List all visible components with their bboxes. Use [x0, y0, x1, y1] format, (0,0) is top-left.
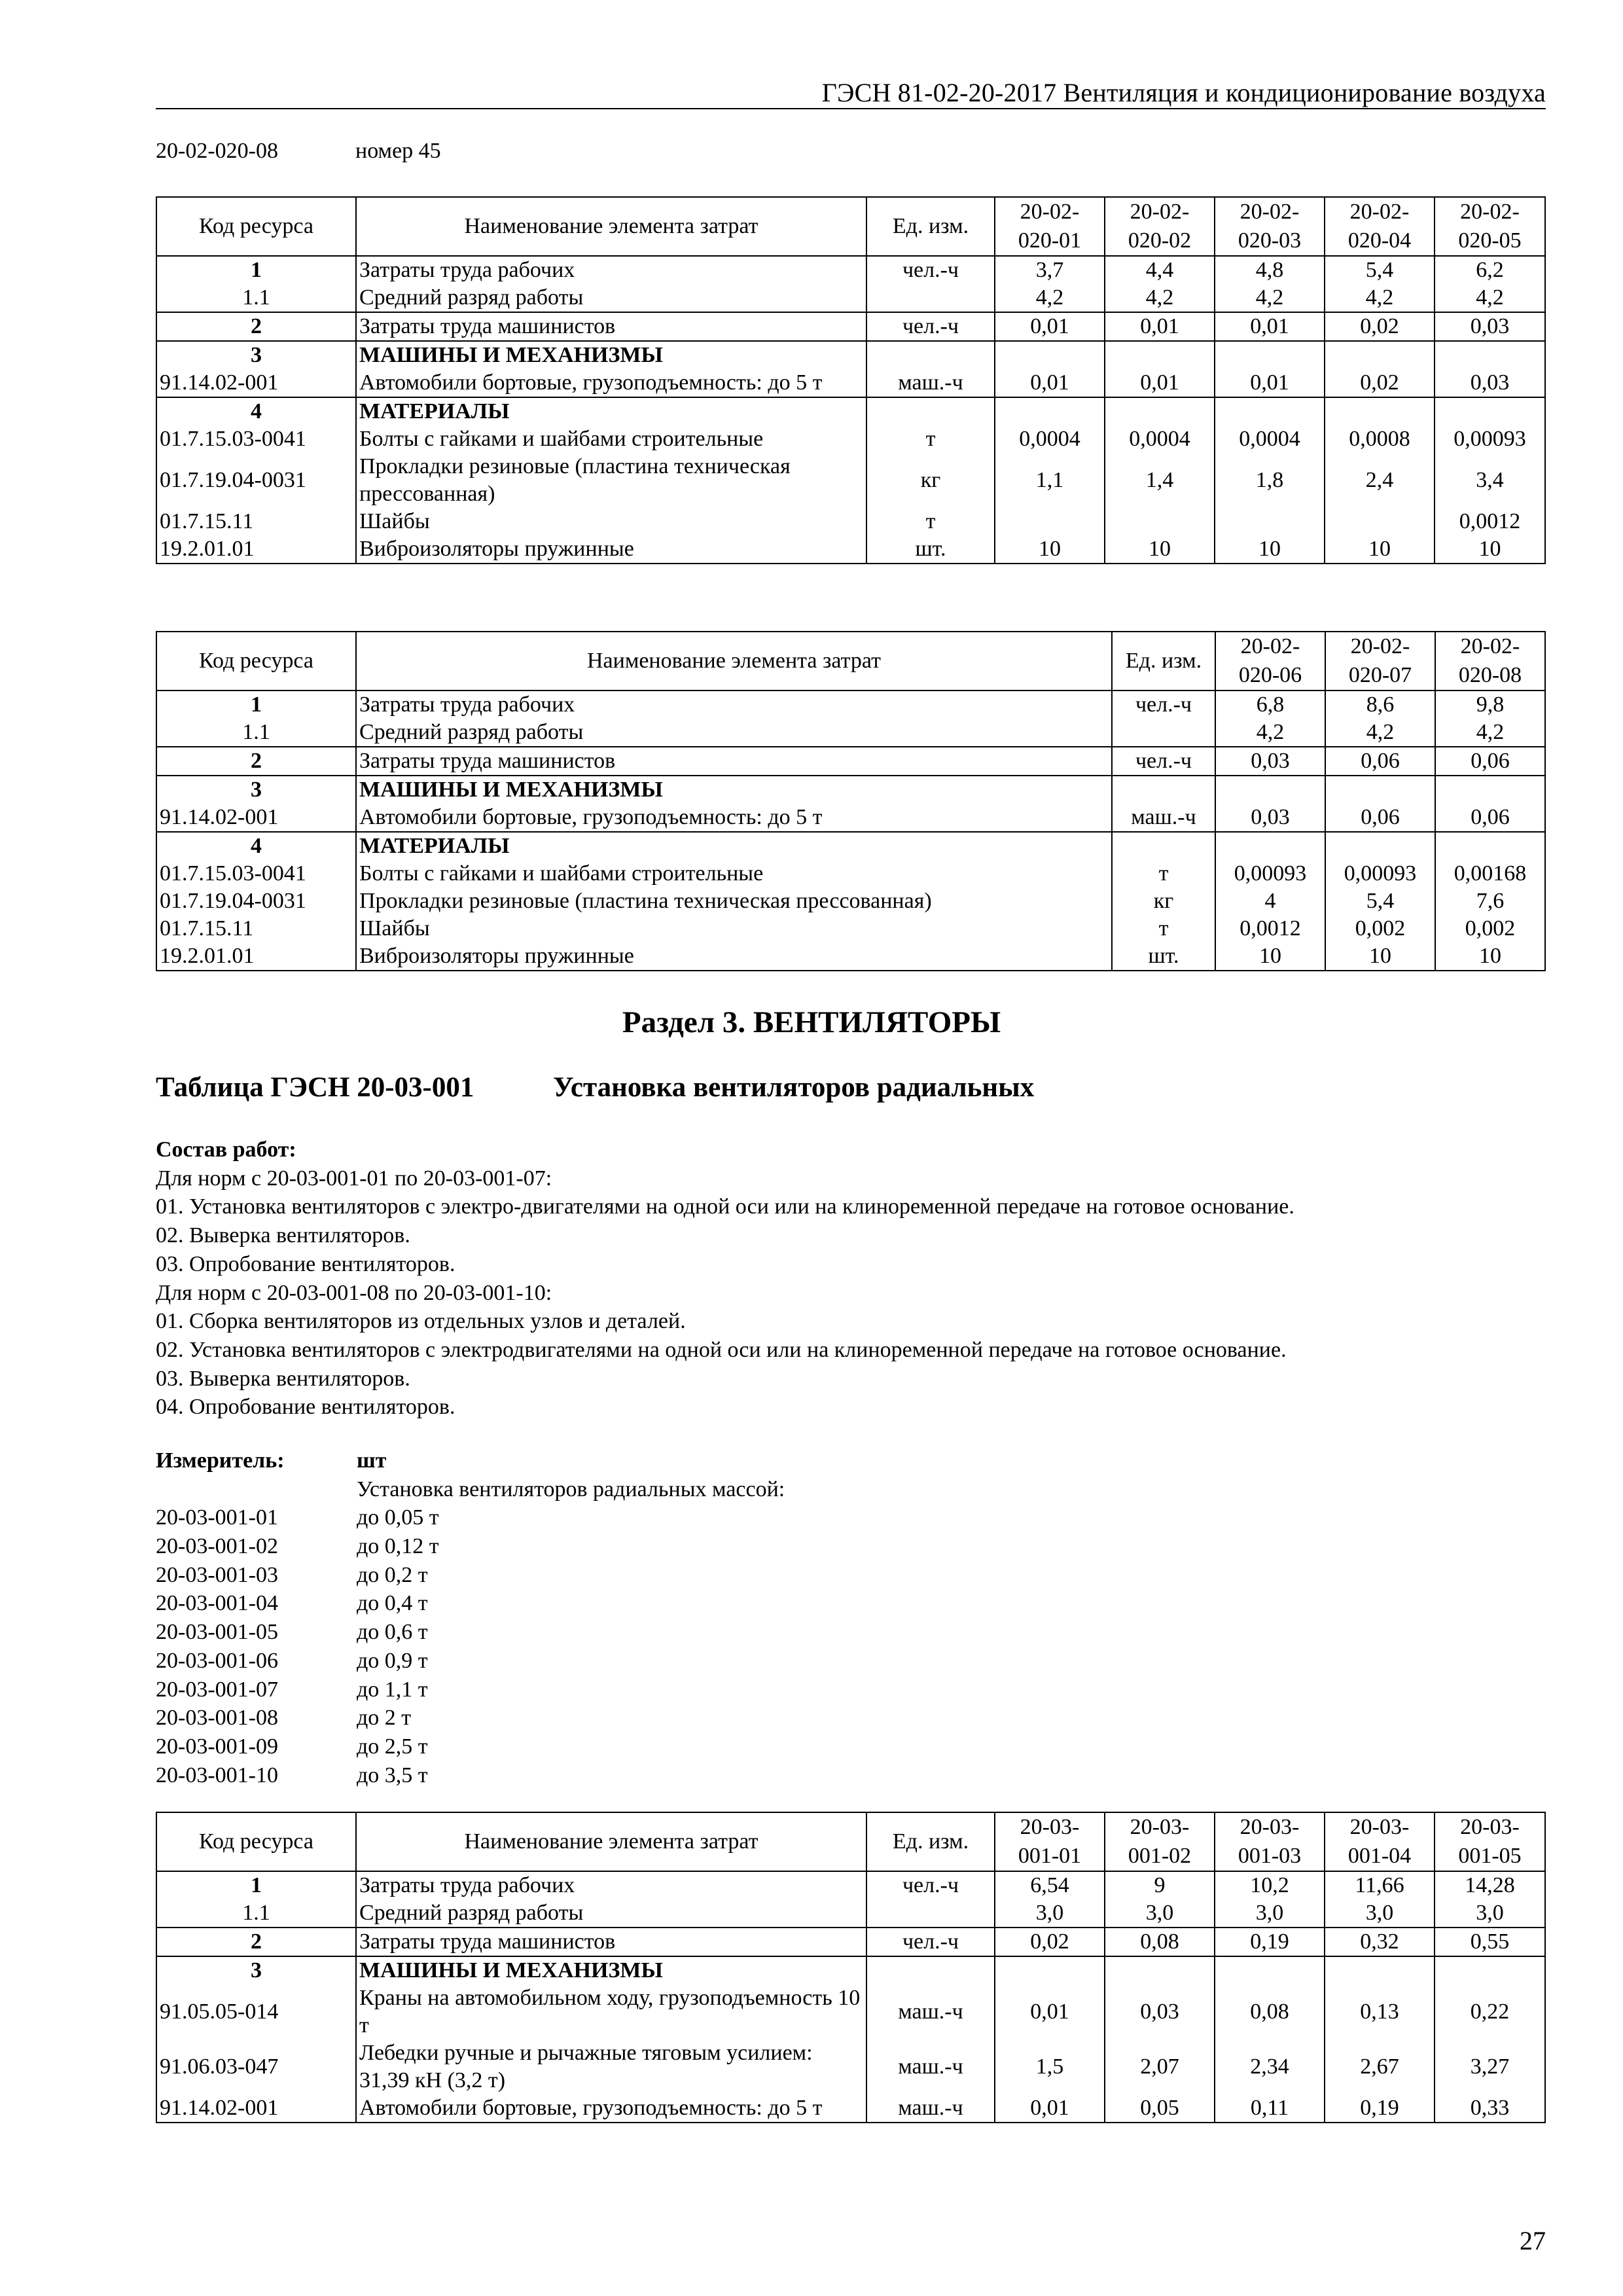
cost-element-name-cell: Лебедки ручные и рычажные тяговым усилием: 31,39 кН (3,2 т)	[356, 2039, 866, 2094]
meter-item-text: до 0,4 т	[357, 1591, 428, 1616]
cost-element-name-cell: Средний разряд работы	[356, 1899, 866, 1928]
cost-element-name-cell: Затраты труда машинистов	[356, 1928, 866, 1956]
resource-code-cell: 01.7.15.11	[156, 915, 356, 942]
cost-element-name-cell: МАТЕРИАЛЫ	[356, 832, 1112, 860]
resource-code-cell: 4	[156, 832, 356, 860]
unit-cell: маш.-ч	[866, 369, 995, 397]
column-header: Ед. изм.	[1112, 632, 1215, 691]
meter-item-code: 20-03-001-10	[156, 1763, 278, 1787]
norm-value-cell: 3,27	[1435, 2039, 1545, 2094]
norm-value-cell: 9,8	[1435, 691, 1545, 719]
norm-value-cell: 0,0012	[1435, 508, 1545, 535]
table-row	[156, 453, 1545, 508]
norm-value-cell: 3,4	[1435, 453, 1545, 508]
norm-value-cell: 10,2	[1215, 1871, 1325, 1899]
column-header: 20-03- 001-03	[1215, 1812, 1325, 1871]
norm-value-cell: 4,2	[1105, 284, 1215, 312]
meter-item-text: до 0,9 т	[357, 1648, 428, 1673]
norm-value-cell: 0,00093	[1435, 425, 1545, 453]
work-step-line: Для норм с 20-03-001-08 по 20-03-001-10:	[156, 1280, 552, 1305]
norm-value-cell: 0,32	[1325, 1928, 1435, 1956]
cost-element-name-cell: Болты с гайками и шайбами строительные	[356, 425, 866, 453]
column-header: Наименование элемента затрат	[356, 632, 1112, 691]
norm-value-cell: 3,7	[995, 256, 1105, 284]
norm-value-cell: 0,13	[1325, 1984, 1435, 2039]
resource-code-cell: 3	[156, 1956, 356, 1984]
table-row	[156, 1899, 1545, 1928]
unit-cell: т	[866, 425, 995, 453]
table-header-row	[156, 197, 1545, 256]
norm-value-cell	[1325, 776, 1435, 804]
resource-code-cell: 1.1	[156, 284, 356, 312]
norm-value-cell: 0,01	[995, 312, 1105, 341]
cost-element-name-cell: Затраты труда машинистов	[356, 312, 866, 341]
table-row	[156, 747, 1545, 776]
resource-code-cell: 1	[156, 691, 356, 719]
cost-element-name-cell: Прокладки резиновые (пластина техническая прессованная)	[356, 888, 1112, 915]
meter-item-code: 20-03-001-09	[156, 1734, 278, 1759]
unit-cell: шт.	[866, 535, 995, 564]
unit-cell: маш.-ч	[866, 1984, 995, 2039]
norm-value-cell: 0,01	[1215, 369, 1325, 397]
column-header: 20-02- 020-07	[1325, 632, 1435, 691]
norm-value-cell: 2,34	[1215, 2039, 1325, 2094]
resource-code-cell: 01.7.19.04-0031	[156, 453, 356, 508]
unit-cell	[1112, 832, 1215, 860]
meter-item-text: до 3,5 т	[357, 1763, 428, 1787]
table-row	[156, 535, 1545, 564]
work-step-line: 04. Опробование вентиляторов.	[156, 1395, 455, 1420]
norm-value-cell: 8,6	[1325, 691, 1435, 719]
norm-value-cell: 5,4	[1325, 888, 1435, 915]
column-header: Код ресурса	[156, 632, 356, 691]
norm-value-cell: 4,2	[1215, 719, 1325, 747]
unit-cell: маш.-ч	[1112, 804, 1215, 832]
norm-value-cell: 0,06	[1325, 747, 1435, 776]
unit-cell	[866, 1956, 995, 1984]
column-header: Код ресурса	[156, 197, 356, 256]
unit-cell: чел.-ч	[1112, 747, 1215, 776]
resource-code-cell: 2	[156, 1928, 356, 1956]
resource-code-cell: 01.7.15.11	[156, 508, 356, 535]
resource-code-cell: 91.06.03-047	[156, 2039, 356, 2094]
norm-value-cell: 0,22	[1435, 1984, 1545, 2039]
norm-value-cell	[1435, 397, 1545, 425]
norm-value-cell	[1325, 508, 1435, 535]
cost-element-name-cell: Виброизоляторы пружинные	[356, 535, 866, 564]
norm-value-cell: 3,0	[1325, 1899, 1435, 1928]
norm-value-cell: 1,4	[1105, 453, 1215, 508]
column-header: 20-03- 001-02	[1105, 1812, 1215, 1871]
norm-value-cell	[1325, 341, 1435, 369]
unit-cell: чел.-ч	[866, 1871, 995, 1899]
resource-code-cell: 1	[156, 1871, 356, 1899]
resource-code-cell: 91.14.02-001	[156, 369, 356, 397]
column-header: 20-02- 020-03	[1215, 197, 1325, 256]
resource-code-cell: 2	[156, 747, 356, 776]
code-line	[156, 139, 441, 164]
column-header: 20-02- 020-02	[1105, 197, 1215, 256]
unit-cell: маш.-ч	[866, 2094, 995, 2123]
norm-value-cell: 4,2	[995, 284, 1105, 312]
column-header: 20-02- 020-06	[1215, 632, 1325, 691]
norm-value-cell	[1435, 776, 1545, 804]
table-row	[156, 425, 1545, 453]
table-row	[156, 256, 1545, 284]
norm-value-cell: 0,01	[1105, 312, 1215, 341]
norm-value-cell: 0,19	[1215, 1928, 1325, 1956]
table-title-code: Таблица ГЭСН 20-03-001	[156, 1072, 474, 1103]
norm-value-cell: 4,2	[1435, 719, 1545, 747]
norm-value-cell: 1,5	[995, 2039, 1105, 2094]
header-rule	[156, 108, 1546, 109]
meter-item-text: до 2,5 т	[357, 1734, 428, 1759]
unit-cell: т	[866, 508, 995, 535]
unit-cell: чел.-ч	[1112, 691, 1215, 719]
table-row	[156, 691, 1545, 719]
column-header: 20-03- 001-01	[995, 1812, 1105, 1871]
cost-element-name-cell: Затраты труда машинистов	[356, 747, 1112, 776]
norm-value-cell: 0,06	[1435, 804, 1545, 832]
norm-value-cell: 3,0	[1435, 1899, 1545, 1928]
norm-value-cell: 0,01	[995, 2094, 1105, 2123]
unit-cell	[866, 284, 995, 312]
table-row	[156, 284, 1545, 312]
norm-value-cell: 0,08	[1105, 1928, 1215, 1956]
norm-value-cell: 1,1	[995, 453, 1105, 508]
column-header: Наименование элемента затрат	[356, 197, 866, 256]
norm-value-cell: 10	[1215, 535, 1325, 564]
meter-item-code: 20-03-001-08	[156, 1706, 278, 1731]
norm-value-cell: 7,6	[1435, 888, 1545, 915]
norm-value-cell: 0,02	[995, 1928, 1105, 1956]
table-row	[156, 1871, 1545, 1899]
resource-code-cell: 1	[156, 256, 356, 284]
norm-value-cell	[1215, 1956, 1325, 1984]
cost-element-name-cell: Прокладки резиновые (пластина техническая прессованная)	[356, 453, 866, 508]
norm-value-cell: 0,03	[1215, 747, 1325, 776]
norm-value-cell: 10	[1105, 535, 1215, 564]
resource-code-cell: 3	[156, 776, 356, 804]
norm-value-cell	[1215, 832, 1325, 860]
work-step-line: 03. Опробование вентиляторов.	[156, 1251, 455, 1276]
table-title	[156, 1071, 1035, 1103]
resource-code-cell: 91.14.02-001	[156, 804, 356, 832]
table-row	[156, 1984, 1545, 2039]
norm-value-cell: 0,06	[1325, 804, 1435, 832]
cost-element-name-cell: МАШИНЫ И МЕХАНИЗМЫ	[356, 776, 1112, 804]
norm-value-cell: 4	[1215, 888, 1325, 915]
norm-value-cell: 0,01	[995, 1984, 1105, 2039]
norm-value-cell: 0,00093	[1215, 860, 1325, 888]
cost-element-name-cell: Автомобили бортовые, грузоподъемность: до 5 т	[356, 2094, 866, 2123]
unit-cell	[866, 1899, 995, 1928]
norm-value-cell: 0,02	[1325, 369, 1435, 397]
cost-element-name-cell: Шайбы	[356, 508, 866, 535]
meter-item-text: до 0,6 т	[357, 1620, 428, 1645]
column-header: Код ресурса	[156, 1812, 356, 1871]
norm-value-cell: 0,03	[1215, 804, 1325, 832]
cost-element-name-cell: Средний разряд работы	[356, 719, 1112, 747]
norm-value-cell: 0,0012	[1215, 915, 1325, 942]
norm-value-cell: 5,4	[1325, 256, 1435, 284]
meter-label: Измеритель:	[156, 1448, 285, 1473]
resource-code-cell: 2	[156, 312, 356, 341]
norm-value-cell: 0,03	[1105, 1984, 1215, 2039]
norm-value-cell	[995, 341, 1105, 369]
norm-value-cell: 4,8	[1215, 256, 1325, 284]
resource-code-cell: 01.7.15.03-0041	[156, 860, 356, 888]
unit-cell: т	[1112, 915, 1215, 942]
cost-element-name-cell: Автомобили бортовые, грузоподъемность: до 5 т	[356, 804, 1112, 832]
norm-value-cell: 0,00093	[1325, 860, 1435, 888]
meter-item-code: 20-03-001-02	[156, 1534, 278, 1559]
table-row	[156, 1956, 1545, 1984]
norm-value-cell	[1105, 397, 1215, 425]
norm-value-cell: 0,05	[1105, 2094, 1215, 2123]
norm-value-cell: 3,0	[1215, 1899, 1325, 1928]
norm-value-cell: 2,4	[1325, 453, 1435, 508]
table-header-row	[156, 632, 1545, 691]
norm-value-cell: 4,2	[1215, 284, 1325, 312]
cost-element-name-cell: Затраты труда рабочих	[356, 256, 866, 284]
norm-value-cell	[995, 508, 1105, 535]
norm-value-cell: 0,01	[995, 369, 1105, 397]
norm-value-cell: 0,02	[1325, 312, 1435, 341]
norm-value-cell: 0,33	[1435, 2094, 1545, 2123]
cost-element-name-cell: Краны на автомобильном ходу, грузоподъемность 10 т	[356, 1984, 866, 2039]
table-row	[156, 804, 1545, 832]
meter-item-text: до 1,1 т	[357, 1677, 428, 1702]
resource-code-cell: 91.05.05-014	[156, 1984, 356, 2039]
unit-cell: маш.-ч	[866, 2039, 995, 2094]
norm-value-cell	[1325, 397, 1435, 425]
norm-value-cell: 0,06	[1435, 747, 1545, 776]
unit-cell: чел.-ч	[866, 312, 995, 341]
norm-value-cell: 0,01	[1215, 312, 1325, 341]
norm-value-cell	[1435, 832, 1545, 860]
table-row	[156, 341, 1545, 369]
cost-table-1	[156, 196, 1546, 564]
table-row	[156, 508, 1545, 535]
work-step-line: 02. Установка вентиляторов с электродвигателями на одной оси или на клиноременной передаче на готовое основание.	[156, 1337, 1287, 1362]
table-row	[156, 1928, 1545, 1956]
table-row	[156, 832, 1545, 860]
norm-value-cell: 3,0	[995, 1899, 1105, 1928]
document-header-title: ГЭСН 81-02-20-2017 Вентиляция и кондиционирование воздуха	[821, 78, 1546, 107]
cost-element-name-cell: МАТЕРИАЛЫ	[356, 397, 866, 425]
cost-table-3	[156, 1812, 1546, 2123]
work-step-line: 03. Выверка вентиляторов.	[156, 1366, 410, 1391]
norm-value-cell: 0,08	[1215, 1984, 1325, 2039]
code-line-text: номер 45	[355, 139, 441, 163]
cost-element-name-cell: МАШИНЫ И МЕХАНИЗМЫ	[356, 341, 866, 369]
norm-value-cell: 0,03	[1435, 312, 1545, 341]
meter-item-code: 20-03-001-05	[156, 1620, 278, 1645]
meter-item-code: 20-03-001-03	[156, 1562, 278, 1587]
table-row	[156, 776, 1545, 804]
cost-element-name-cell: МАШИНЫ И МЕХАНИЗМЫ	[356, 1956, 866, 1984]
column-header: 20-03- 001-04	[1325, 1812, 1435, 1871]
meter-intro: Установка вентиляторов радиальных массой:	[357, 1477, 785, 1501]
norm-value-cell: 1,8	[1215, 453, 1325, 508]
unit-cell: кг	[1112, 888, 1215, 915]
table-row	[156, 888, 1545, 915]
meter-item-text: до 0,2 т	[357, 1562, 428, 1587]
work-step-line: Для норм с 20-03-001-01 по 20-03-001-07:	[156, 1166, 552, 1191]
unit-cell	[1112, 776, 1215, 804]
norm-value-cell	[1435, 1956, 1545, 1984]
cost-element-name-cell: Автомобили бортовые, грузоподъемность: до 5 т	[356, 369, 866, 397]
norm-value-cell	[1325, 1956, 1435, 1984]
resource-code-cell: 1.1	[156, 719, 356, 747]
work-step-line: 02. Выверка вентиляторов.	[156, 1223, 410, 1248]
norm-value-cell: 0,03	[1435, 369, 1545, 397]
norm-value-cell: 0,002	[1325, 915, 1435, 942]
cost-element-name-cell: Виброизоляторы пружинные	[356, 942, 1112, 971]
column-header: Ед. изм.	[866, 1812, 995, 1871]
norm-value-cell: 2,67	[1325, 2039, 1435, 2094]
resource-code-cell: 1.1	[156, 1899, 356, 1928]
norm-value-cell: 2,07	[1105, 2039, 1215, 2094]
cost-element-name-cell: Болты с гайками и шайбами строительные	[356, 860, 1112, 888]
norm-value-cell: 11,66	[1325, 1871, 1435, 1899]
norm-value-cell	[1105, 1956, 1215, 1984]
norm-value-cell: 3,0	[1105, 1899, 1215, 1928]
section-title: Раздел 3. ВЕНТИЛЯТОРЫ	[622, 1005, 1001, 1039]
meter-item-code: 20-03-001-07	[156, 1677, 278, 1702]
meter-item-code: 20-03-001-01	[156, 1505, 278, 1530]
code-line-code: 20-02-020-08	[156, 139, 278, 163]
norm-value-cell: 0,0008	[1325, 425, 1435, 453]
table-row	[156, 719, 1545, 747]
cost-element-name-cell: Средний разряд работы	[356, 284, 866, 312]
norm-value-cell: 10	[995, 535, 1105, 564]
norm-value-cell	[995, 1956, 1105, 1984]
column-header: 20-02- 020-01	[995, 197, 1105, 256]
meter-item-code: 20-03-001-04	[156, 1591, 278, 1616]
norm-value-cell: 0,00168	[1435, 860, 1545, 888]
column-header: 20-02- 020-05	[1435, 197, 1545, 256]
table-row	[156, 2094, 1545, 2123]
norm-value-cell: 6,54	[995, 1871, 1105, 1899]
norm-value-cell: 10	[1215, 942, 1325, 971]
norm-value-cell: 0,55	[1435, 1928, 1545, 1956]
meter-item-text: до 2 т	[357, 1706, 412, 1731]
norm-value-cell: 14,28	[1435, 1871, 1545, 1899]
norm-value-cell	[1215, 776, 1325, 804]
norm-value-cell: 0,01	[1105, 369, 1215, 397]
norm-value-cell: 10	[1435, 942, 1545, 971]
norm-value-cell	[1105, 508, 1215, 535]
meter-unit: шт	[357, 1448, 387, 1473]
norm-value-cell	[1215, 341, 1325, 369]
unit-cell: чел.-ч	[866, 1928, 995, 1956]
page-number: 27	[1520, 2226, 1546, 2255]
table-header-row	[156, 1812, 1545, 1871]
cost-element-name-cell: Затраты труда рабочих	[356, 691, 1112, 719]
unit-cell: чел.-ч	[866, 256, 995, 284]
work-step-line: 01. Сборка вентиляторов из отдельных узлов и деталей.	[156, 1309, 686, 1334]
unit-cell: кг	[866, 453, 995, 508]
unit-cell	[866, 341, 995, 369]
table-row	[156, 397, 1545, 425]
resource-code-cell: 19.2.01.01	[156, 535, 356, 564]
unit-cell	[866, 397, 995, 425]
norm-value-cell: 0,002	[1435, 915, 1545, 942]
table-row	[156, 2039, 1545, 2094]
cost-table-2	[156, 631, 1546, 971]
table-row	[156, 369, 1545, 397]
norm-value-cell: 4,2	[1435, 284, 1545, 312]
norm-value-cell: 9	[1105, 1871, 1215, 1899]
norm-value-cell: 4,2	[1325, 719, 1435, 747]
norm-value-cell: 10	[1325, 535, 1435, 564]
meter-item-text: до 0,12 т	[357, 1534, 439, 1559]
norm-value-cell	[1215, 397, 1325, 425]
work-step-line: 01. Установка вентиляторов с электро-двигателями на одной оси или на клиноременной передаче на готовое основание.	[156, 1194, 1294, 1219]
norm-value-cell	[995, 397, 1105, 425]
table-row	[156, 942, 1545, 971]
resource-code-cell: 3	[156, 341, 356, 369]
norm-value-cell: 6,2	[1435, 256, 1545, 284]
cost-element-name-cell: Затраты труда рабочих	[356, 1871, 866, 1899]
norm-value-cell: 0,0004	[1215, 425, 1325, 453]
work-label: Состав работ:	[156, 1138, 296, 1162]
meter-item-text: до 0,05 т	[357, 1505, 439, 1530]
norm-value-cell: 0,0004	[1105, 425, 1215, 453]
unit-cell	[1112, 719, 1215, 747]
cost-element-name-cell: Шайбы	[356, 915, 1112, 942]
resource-code-cell: 91.14.02-001	[156, 2094, 356, 2123]
unit-cell: т	[1112, 860, 1215, 888]
norm-value-cell	[1435, 341, 1545, 369]
norm-value-cell: 10	[1325, 942, 1435, 971]
norm-value-cell: 6,8	[1215, 691, 1325, 719]
table-row	[156, 312, 1545, 341]
norm-value-cell: 4,4	[1105, 256, 1215, 284]
column-header: 20-02- 020-04	[1325, 197, 1435, 256]
norm-value-cell: 10	[1435, 535, 1545, 564]
meter-item-code: 20-03-001-06	[156, 1648, 278, 1673]
resource-code-cell: 01.7.19.04-0031	[156, 888, 356, 915]
table-row	[156, 915, 1545, 942]
norm-value-cell: 0,19	[1325, 2094, 1435, 2123]
norm-value-cell: 0,0004	[995, 425, 1105, 453]
resource-code-cell: 19.2.01.01	[156, 942, 356, 971]
norm-value-cell: 4,2	[1325, 284, 1435, 312]
norm-value-cell	[1325, 832, 1435, 860]
column-header: Ед. изм.	[866, 197, 995, 256]
column-header: 20-03- 001-05	[1435, 1812, 1545, 1871]
column-header: Наименование элемента затрат	[356, 1812, 866, 1871]
work-composition	[156, 1136, 1294, 1422]
resource-code-cell: 4	[156, 397, 356, 425]
column-header: 20-02- 020-08	[1435, 632, 1545, 691]
unit-cell: шт.	[1112, 942, 1215, 971]
table-title-name: Установка вентиляторов радиальных	[553, 1072, 1035, 1103]
norm-value-cell: 0,11	[1215, 2094, 1325, 2123]
norm-value-cell	[1215, 508, 1325, 535]
table-row	[156, 860, 1545, 888]
resource-code-cell: 01.7.15.03-0041	[156, 425, 356, 453]
norm-value-cell	[1105, 341, 1215, 369]
